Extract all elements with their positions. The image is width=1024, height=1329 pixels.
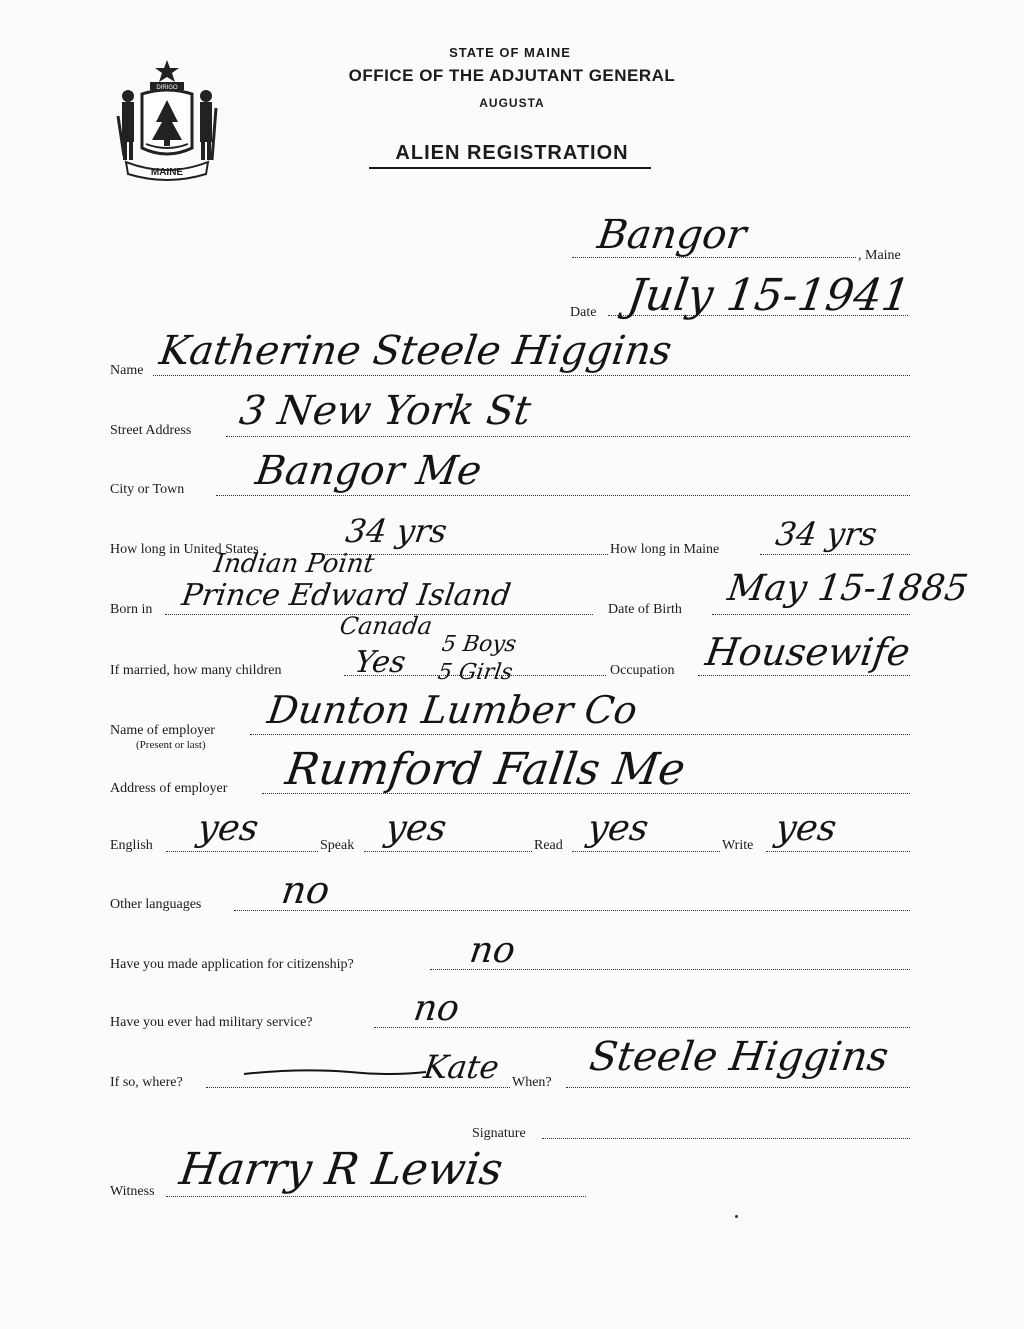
city-label: City or Town (110, 482, 185, 497)
city-value: Bangor Me (252, 448, 485, 494)
other-languages-label: Other languages (110, 897, 202, 912)
name-line (153, 375, 910, 376)
date-value: July 15-1941 (624, 270, 914, 321)
years-maine-line (760, 554, 910, 555)
if-so-where-label: If so, where? (110, 1075, 183, 1090)
citizenship-label: Have you made application for citizenship? (110, 957, 354, 972)
dash-stroke (240, 1060, 430, 1084)
header-state: STATE OF MAINE (449, 45, 571, 60)
signature-part1: Kate (421, 1048, 502, 1086)
employer-label: Name of employer (110, 723, 215, 738)
read-value: yes (585, 808, 652, 849)
speak-line (364, 851, 532, 852)
street-line (226, 436, 910, 437)
occupation-line (698, 675, 910, 676)
header-city: AUGUSTA (479, 96, 545, 110)
signature-label: Signature (472, 1126, 526, 1141)
citizenship-value: no (467, 930, 518, 971)
street-label: Street Address (110, 423, 192, 438)
form-title: ALIEN REGISTRATION (395, 142, 629, 164)
maine-label: , Maine (858, 248, 901, 263)
svg-text:DIRIGO: DIRIGO (156, 85, 178, 91)
occupation-label: Occupation (610, 663, 675, 678)
header-office: OFFICE OF THE ADJUTANT GENERAL (348, 66, 676, 85)
years-maine-value: 34 yrs (773, 515, 880, 553)
paper-speck (735, 1215, 738, 1218)
english-line (166, 851, 318, 852)
speak-label: Speak (320, 838, 355, 853)
name-value: Katherine Steele Higgins (156, 328, 675, 374)
military-label: Have you ever had military service? (110, 1015, 313, 1030)
other-languages-line (234, 910, 910, 911)
employer-note: (Present or last) (136, 739, 206, 751)
years-us-label: How long in United States (110, 542, 259, 557)
born-in-label: Born in (110, 602, 153, 617)
title-underline (369, 167, 651, 169)
occupation-value: Housewife (702, 630, 913, 674)
dob-value: May 15-1885 (725, 568, 971, 609)
children-girls: 5 Girls (436, 660, 515, 685)
military-value: no (411, 988, 462, 1029)
signature-line (542, 1138, 910, 1139)
when-label: When? (512, 1075, 552, 1090)
children-boys: 5 Boys (440, 632, 518, 657)
witness-line (166, 1196, 586, 1197)
years-us-value: 34 yrs (343, 512, 450, 550)
when-line (566, 1087, 910, 1088)
read-label: Read (534, 838, 563, 853)
name-label: Name (110, 363, 144, 378)
write-line (766, 851, 910, 852)
speak-value: yes (383, 808, 450, 849)
dob-label: Date of Birth (608, 602, 682, 617)
svg-text:MAINE: MAINE (150, 167, 184, 178)
employer-address-value: Rumford Falls Me (282, 744, 689, 795)
english-value: yes (195, 808, 262, 849)
town-value: Bangor (594, 212, 750, 258)
dob-line (712, 614, 910, 615)
street-value: 3 New York St (236, 388, 534, 434)
years-maine-label: How long in Maine (610, 542, 720, 557)
witness-label: Witness (110, 1184, 155, 1199)
signature-part2: Steele Higgins (586, 1034, 892, 1080)
born-line3: Canada (338, 612, 435, 640)
children-label: If married, how many children (110, 663, 282, 678)
city-line (216, 495, 910, 496)
read-line (572, 851, 720, 852)
employer-value: Dunton Lumber Co (264, 688, 640, 732)
witness-value: Harry R Lewis (176, 1144, 506, 1195)
other-languages-value: no (278, 868, 333, 912)
employer-address-label: Address of employer (110, 781, 228, 796)
children-answer: Yes (352, 645, 408, 680)
employer-line (250, 734, 910, 735)
born-line1: Indian Point (211, 549, 377, 579)
write-label: Write (722, 838, 754, 853)
write-value: yes (773, 808, 840, 849)
english-label: English (110, 838, 153, 853)
born-line2: Prince Edward Island (179, 578, 514, 613)
if-so-where-line (206, 1087, 510, 1088)
date-label: Date (570, 305, 597, 320)
